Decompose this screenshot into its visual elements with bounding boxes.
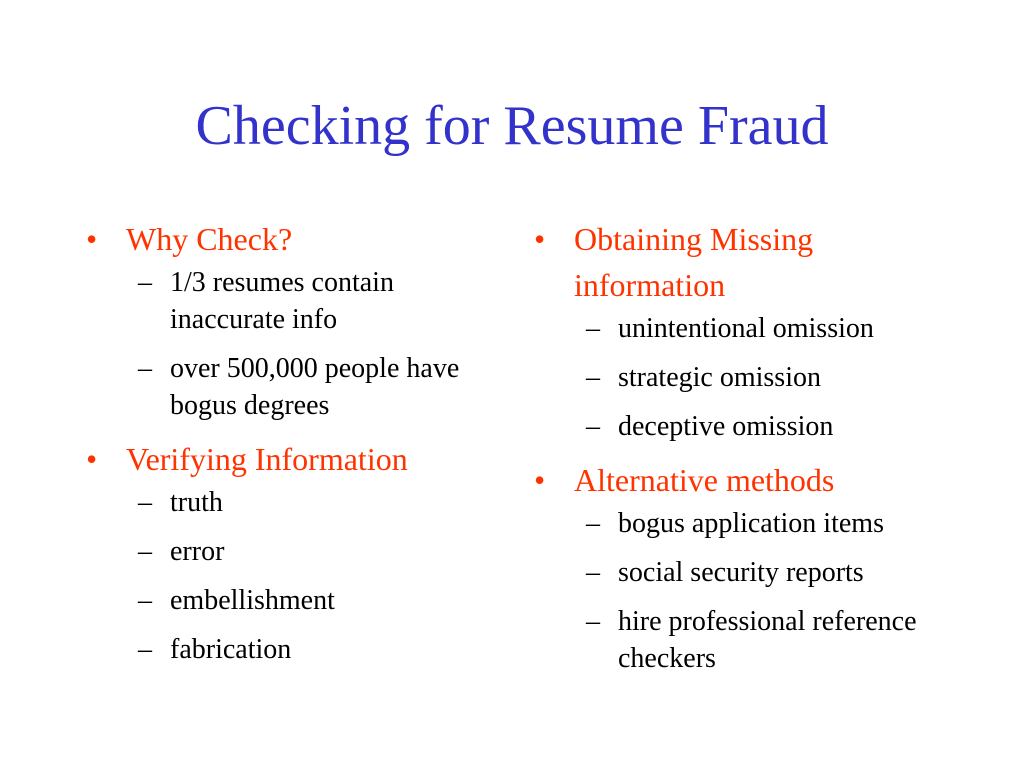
- bullet-marker: •: [534, 221, 546, 257]
- bullet-verifying-information: [86, 436, 496, 668]
- bullet-text: Why Check?: [126, 221, 293, 257]
- sub-marker: –: [586, 362, 600, 393]
- sub-marker: –: [138, 585, 152, 616]
- sub-item: [534, 408, 954, 445]
- bullet-text: Verifying Information: [126, 441, 408, 477]
- sub-item: [534, 310, 954, 347]
- sub-item-text: bogus application items: [618, 508, 884, 539]
- sub-marker: –: [586, 411, 600, 442]
- sub-marker: –: [586, 557, 600, 588]
- sub-item-text: 1/3 resumes contain inaccurate info: [170, 267, 394, 335]
- bullet-text: Alternative methods: [574, 462, 835, 498]
- right-column: [534, 216, 954, 689]
- sub-item-text: unintentional omission: [618, 313, 874, 344]
- sub-item-text: truth: [170, 487, 223, 518]
- sub-list: [126, 484, 496, 668]
- bullet-alternative-methods: [534, 457, 954, 677]
- sub-list: [574, 505, 954, 677]
- sub-marker: –: [586, 606, 600, 637]
- sub-item: [86, 350, 496, 424]
- left-column: [86, 216, 496, 680]
- bullet-obtaining-missing-information: [534, 216, 954, 445]
- sub-marker: –: [138, 487, 152, 518]
- bullet-marker: •: [86, 221, 98, 257]
- sub-item: [86, 484, 496, 521]
- sub-item-text: fabrication: [170, 634, 292, 665]
- sub-marker: –: [586, 508, 600, 539]
- sub-item: [86, 264, 496, 338]
- sub-item: [86, 582, 496, 619]
- sub-item: [534, 603, 954, 677]
- sub-marker: –: [586, 313, 600, 344]
- bullet-marker: •: [534, 462, 546, 498]
- sub-item-text: error: [170, 536, 225, 567]
- sub-item-text: deceptive omission: [618, 411, 834, 442]
- sub-item: [534, 359, 954, 396]
- sub-item-text: hire professional reference checkers: [618, 606, 917, 674]
- sub-list: [574, 310, 954, 445]
- sub-marker: –: [138, 267, 152, 298]
- sub-list: [126, 264, 496, 424]
- slide-title: Checking for Resume Fraud: [195, 95, 829, 157]
- bullet-text: Obtaining Missing information: [574, 221, 814, 303]
- sub-item: [86, 631, 496, 668]
- sub-item-text: embellishment: [170, 585, 335, 616]
- sub-marker: –: [138, 353, 152, 384]
- sub-item-text: over 500,000 people have bogus degrees: [170, 353, 460, 421]
- sub-item-text: strategic omission: [618, 362, 821, 393]
- sub-item-text: social security reports: [618, 557, 864, 588]
- sub-item: [534, 554, 954, 591]
- sub-item: [534, 505, 954, 542]
- sub-marker: –: [138, 634, 152, 665]
- sub-item: [86, 533, 496, 570]
- sub-marker: –: [138, 536, 152, 567]
- bullet-marker: •: [86, 441, 98, 477]
- bullet-why-check: [86, 216, 496, 424]
